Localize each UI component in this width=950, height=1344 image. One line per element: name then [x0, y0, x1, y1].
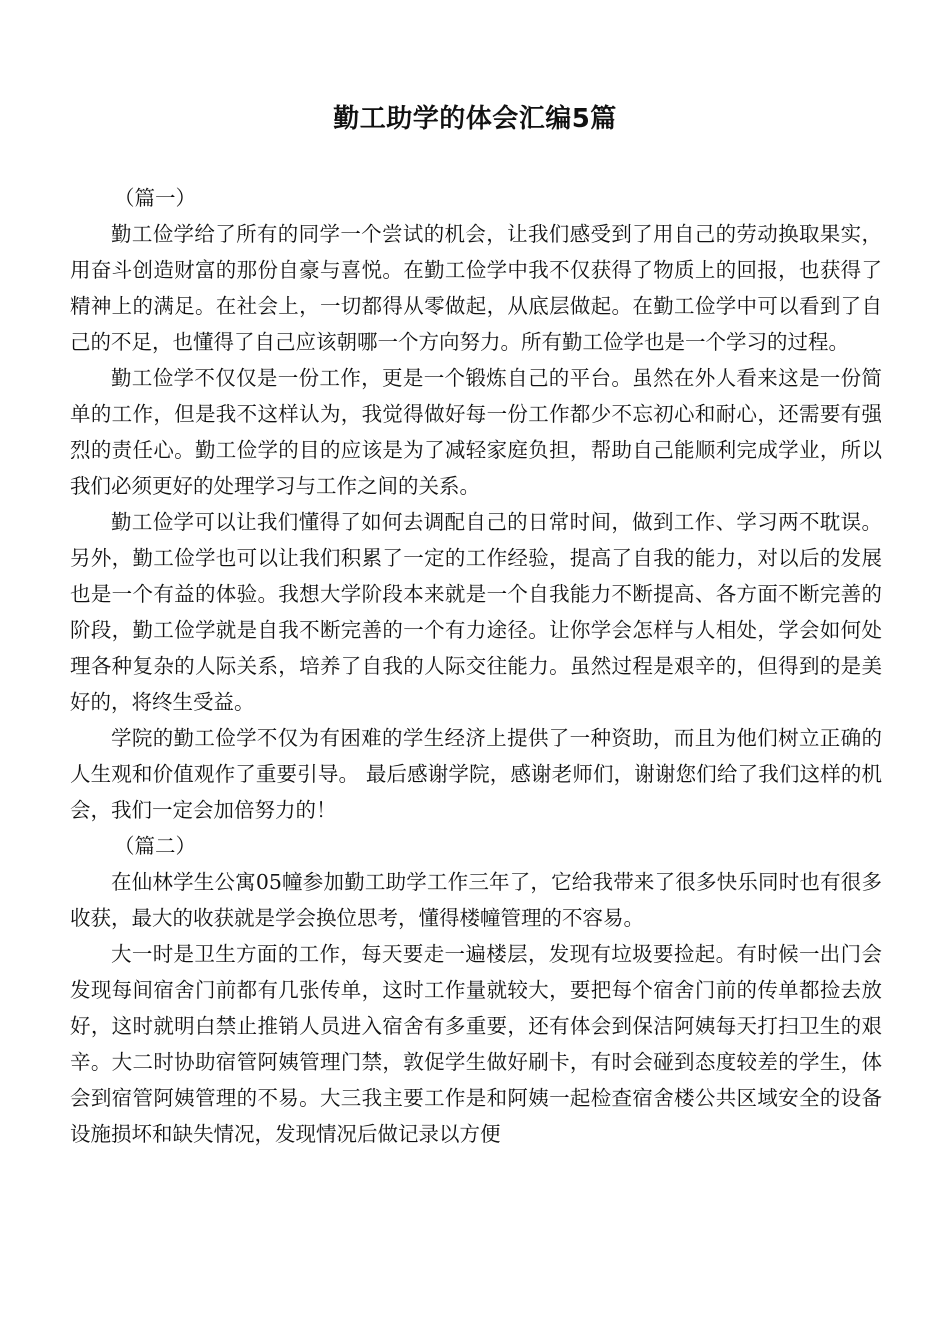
- paragraph: 学院的勤工俭学不仅为有困难的学生经济上提供了一种资助，而且为他们树立正确的人生观和价值观作了重要引导。 最后感谢学院，感谢老师们，谢谢您们给了我们这样的机会，我们一定会加倍努力的！: [70, 726, 882, 822]
- section-heading: （篇二）: [114, 834, 196, 858]
- paragraph: 在仙林学生公寓05幢参加勤工助学工作三年了，它给我带来了很多快乐同时也有很多收获，最大的收获就是学会换位思考，懂得楼幢管理的不容易。: [70, 870, 882, 930]
- document-body: [70, 180, 882, 1152]
- paragraph: 勤工俭学给了所有的同学一个尝试的机会，让我们感受到了用自己的劳动换取果实，用奋斗创造财富的那份自豪与喜悦。在勤工俭学中我不仅获得了物质上的回报，也获得了精神上的满足。在社会上，一切都得从零做起，从底层做起。在勤工俭学中可以看到了自己的不足，也懂得了自己应该朝哪一个方向努力。所有勤工俭学也是一个学习的过程。: [70, 222, 882, 354]
- paragraph: 勤工俭学可以让我们懂得了如何去调配自己的日常时间，做到工作、学习两不耽误。另外，勤工俭学也可以让我们积累了一定的工作经验，提高了自我的能力，对以后的发展也是一个有益的体验。我想大学阶段本来就是一个自我能力不断提高、各方面不断完善的阶段，勤工俭学就是自我不断完善的一个有力途径。让你学会怎样与人相处，学会如何处理各种复杂的人际关系，培养了自我的人际交往能力。虽然过程是艰辛的，但得到的是美好的，将终生受益。: [70, 510, 882, 714]
- document-title: 勤工助学的体会汇编5篇: [333, 104, 617, 134]
- paragraph: 大一时是卫生方面的工作，每天要走一遍楼层，发现有垃圾要捡起。有时候一出门会发现每间宿舍门前都有几张传单，这时工作量就较大，要把每个宿舍门前的传单都捡去放好，这时就明白禁止推销人员进入宿舍有多重要，还有体会到保洁阿姨每天打扫卫生的艰辛。大二时协助宿管阿姨管理门禁，敦促学生做好刷卡，有时会碰到态度较差的学生，体会到宿管阿姨管理的不易。大三我主要工作是和阿姨一起检查宿舍楼公共区域安全的设备设施损坏和缺失情况，发现情况后做记录以方便: [70, 942, 882, 1146]
- section-heading: （篇一）: [114, 186, 196, 210]
- paragraph: 勤工俭学不仅仅是一份工作，更是一个锻炼自己的平台。虽然在外人看来这是一份简单的工作，但是我不这样认为，我觉得做好每一份工作都少不忘初心和耐心，还需要有强烈的责任心。勤工俭学的目的应该是为了减轻家庭负担，帮助自己能顺利完成学业，所以我们必须更好的处理学习与工作之间的关系。: [70, 366, 882, 498]
